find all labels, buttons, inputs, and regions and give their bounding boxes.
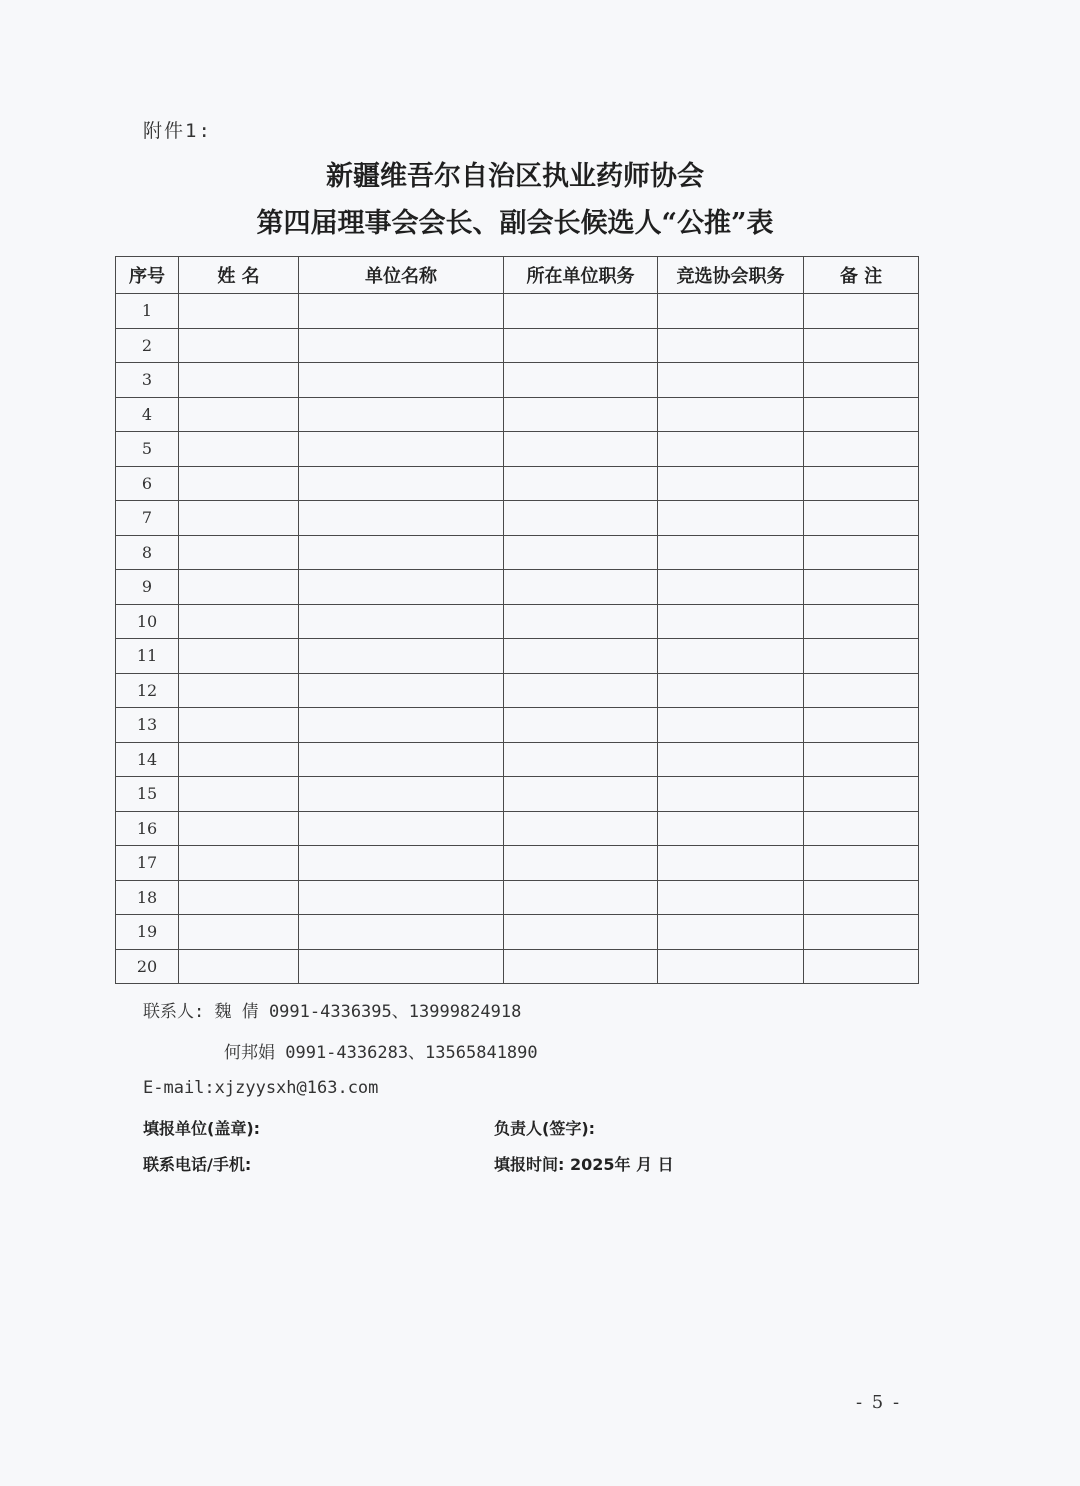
empty-cell: [504, 673, 658, 708]
empty-cell: [804, 777, 919, 812]
row-index: 12: [116, 673, 179, 708]
empty-cell: [658, 466, 804, 501]
empty-cell: [299, 811, 504, 846]
header-unit-position: 所在单位职务: [504, 257, 658, 294]
empty-cell: [179, 328, 299, 363]
row-index: 15: [116, 777, 179, 812]
empty-cell: [299, 501, 504, 536]
attachment-label: 附件1:: [143, 120, 212, 142]
empty-cell: [299, 880, 504, 915]
empty-cell: [299, 639, 504, 674]
header-campaign-position: 竞选协会职务: [658, 257, 804, 294]
empty-cell: [299, 742, 504, 777]
empty-cell: [179, 397, 299, 432]
empty-cell: [299, 915, 504, 950]
empty-cell: [179, 570, 299, 605]
responsible-label: 负责人(签字):: [494, 1119, 596, 1138]
empty-cell: [179, 673, 299, 708]
row-index: 20: [116, 949, 179, 984]
empty-cell: [504, 880, 658, 915]
empty-cell: [179, 501, 299, 536]
table-row: [116, 535, 919, 570]
row-index: 4: [116, 397, 179, 432]
empty-cell: [299, 949, 504, 984]
empty-cell: [299, 432, 504, 467]
row-index: 7: [116, 501, 179, 536]
empty-cell: [658, 777, 804, 812]
table-row: [116, 846, 919, 881]
table-row: [116, 777, 919, 812]
empty-cell: [804, 397, 919, 432]
page-number: - 5 -: [856, 1392, 902, 1413]
document-title-line2: 第四届理事会会长、副会长候选人“公推”表: [256, 208, 774, 239]
empty-cell: [504, 294, 658, 329]
empty-cell: [804, 673, 919, 708]
empty-cell: [804, 294, 919, 329]
table-row: [116, 811, 919, 846]
empty-cell: [504, 949, 658, 984]
empty-cell: [299, 466, 504, 501]
row-index: 13: [116, 708, 179, 743]
empty-cell: [179, 915, 299, 950]
contact-line2: 何邦娟 0991-4336283、13565841890: [224, 1043, 538, 1063]
table-row: [116, 915, 919, 950]
empty-cell: [658, 570, 804, 605]
row-index: 2: [116, 328, 179, 363]
row-index: 14: [116, 742, 179, 777]
row-index: 11: [116, 639, 179, 674]
empty-cell: [658, 673, 804, 708]
empty-cell: [658, 535, 804, 570]
empty-cell: [299, 604, 504, 639]
table-row: [116, 639, 919, 674]
contact-line1: 联系人: 魏 倩 0991-4336395、13999824918: [143, 1002, 522, 1022]
empty-cell: [804, 328, 919, 363]
empty-cell: [299, 363, 504, 398]
fill-time-label: 填报时间: 2025年 月 日: [494, 1155, 674, 1174]
empty-cell: [504, 501, 658, 536]
empty-cell: [658, 708, 804, 743]
empty-cell: [658, 432, 804, 467]
empty-cell: [179, 949, 299, 984]
empty-cell: [504, 742, 658, 777]
empty-cell: [804, 639, 919, 674]
empty-cell: [658, 846, 804, 881]
empty-cell: [804, 432, 919, 467]
table-row: [116, 708, 919, 743]
empty-cell: [504, 328, 658, 363]
document-title-line1: 新疆维吾尔自治区执业药师协会: [326, 161, 704, 192]
empty-cell: [658, 742, 804, 777]
empty-cell: [658, 397, 804, 432]
empty-cell: [504, 604, 658, 639]
header-remarks: 备 注: [804, 257, 919, 294]
row-index: 5: [116, 432, 179, 467]
empty-cell: [179, 604, 299, 639]
empty-cell: [804, 811, 919, 846]
empty-cell: [179, 811, 299, 846]
empty-cell: [179, 846, 299, 881]
empty-cell: [658, 501, 804, 536]
empty-cell: [658, 880, 804, 915]
empty-cell: [179, 639, 299, 674]
empty-cell: [658, 639, 804, 674]
row-index: 19: [116, 915, 179, 950]
table-row: [116, 604, 919, 639]
empty-cell: [504, 846, 658, 881]
row-index: 16: [116, 811, 179, 846]
empty-cell: [658, 949, 804, 984]
phone-label: 联系电话/手机:: [143, 1155, 252, 1174]
empty-cell: [179, 880, 299, 915]
row-index: 18: [116, 880, 179, 915]
table-header-row: [116, 257, 919, 294]
empty-cell: [179, 363, 299, 398]
table-row: [116, 432, 919, 467]
empty-cell: [658, 811, 804, 846]
empty-cell: [299, 294, 504, 329]
header-unit: 单位名称: [299, 257, 504, 294]
empty-cell: [504, 397, 658, 432]
header-name: 姓 名: [179, 257, 299, 294]
candidate-table: [115, 256, 919, 984]
row-index: 3: [116, 363, 179, 398]
table-row: [116, 949, 919, 984]
table-row: [116, 880, 919, 915]
row-index: 10: [116, 604, 179, 639]
table-row: [116, 294, 919, 329]
empty-cell: [804, 535, 919, 570]
empty-cell: [804, 949, 919, 984]
empty-cell: [299, 673, 504, 708]
table-row: [116, 570, 919, 605]
empty-cell: [504, 639, 658, 674]
empty-cell: [299, 397, 504, 432]
row-index: 9: [116, 570, 179, 605]
empty-cell: [504, 363, 658, 398]
table-row: [116, 328, 919, 363]
empty-cell: [179, 432, 299, 467]
empty-cell: [179, 294, 299, 329]
empty-cell: [504, 811, 658, 846]
row-index: 6: [116, 466, 179, 501]
empty-cell: [299, 777, 504, 812]
empty-cell: [504, 915, 658, 950]
empty-cell: [179, 708, 299, 743]
empty-cell: [504, 466, 658, 501]
row-index: 8: [116, 535, 179, 570]
table-row: [116, 363, 919, 398]
contact-email: E-mail:xjzyysxh@163.com: [143, 1078, 379, 1098]
empty-cell: [658, 328, 804, 363]
table-row: [116, 466, 919, 501]
table-row: [116, 501, 919, 536]
empty-cell: [179, 466, 299, 501]
empty-cell: [804, 363, 919, 398]
empty-cell: [504, 570, 658, 605]
empty-cell: [179, 742, 299, 777]
empty-cell: [504, 535, 658, 570]
table-row: [116, 742, 919, 777]
row-index: 1: [116, 294, 179, 329]
empty-cell: [504, 432, 658, 467]
empty-cell: [658, 363, 804, 398]
empty-cell: [658, 294, 804, 329]
empty-cell: [299, 328, 504, 363]
empty-cell: [804, 742, 919, 777]
table-row: [116, 397, 919, 432]
empty-cell: [299, 570, 504, 605]
empty-cell: [299, 535, 504, 570]
empty-cell: [658, 915, 804, 950]
empty-cell: [299, 846, 504, 881]
header-index: 序号: [116, 257, 179, 294]
empty-cell: [504, 777, 658, 812]
empty-cell: [804, 570, 919, 605]
fill-unit-label: 填报单位(盖章):: [143, 1119, 261, 1138]
empty-cell: [504, 708, 658, 743]
empty-cell: [804, 501, 919, 536]
empty-cell: [299, 708, 504, 743]
empty-cell: [804, 604, 919, 639]
empty-cell: [804, 915, 919, 950]
empty-cell: [179, 535, 299, 570]
empty-cell: [804, 880, 919, 915]
empty-cell: [804, 466, 919, 501]
empty-cell: [804, 708, 919, 743]
row-index: 17: [116, 846, 179, 881]
empty-cell: [179, 777, 299, 812]
empty-cell: [804, 846, 919, 881]
empty-cell: [658, 604, 804, 639]
table-row: [116, 673, 919, 708]
